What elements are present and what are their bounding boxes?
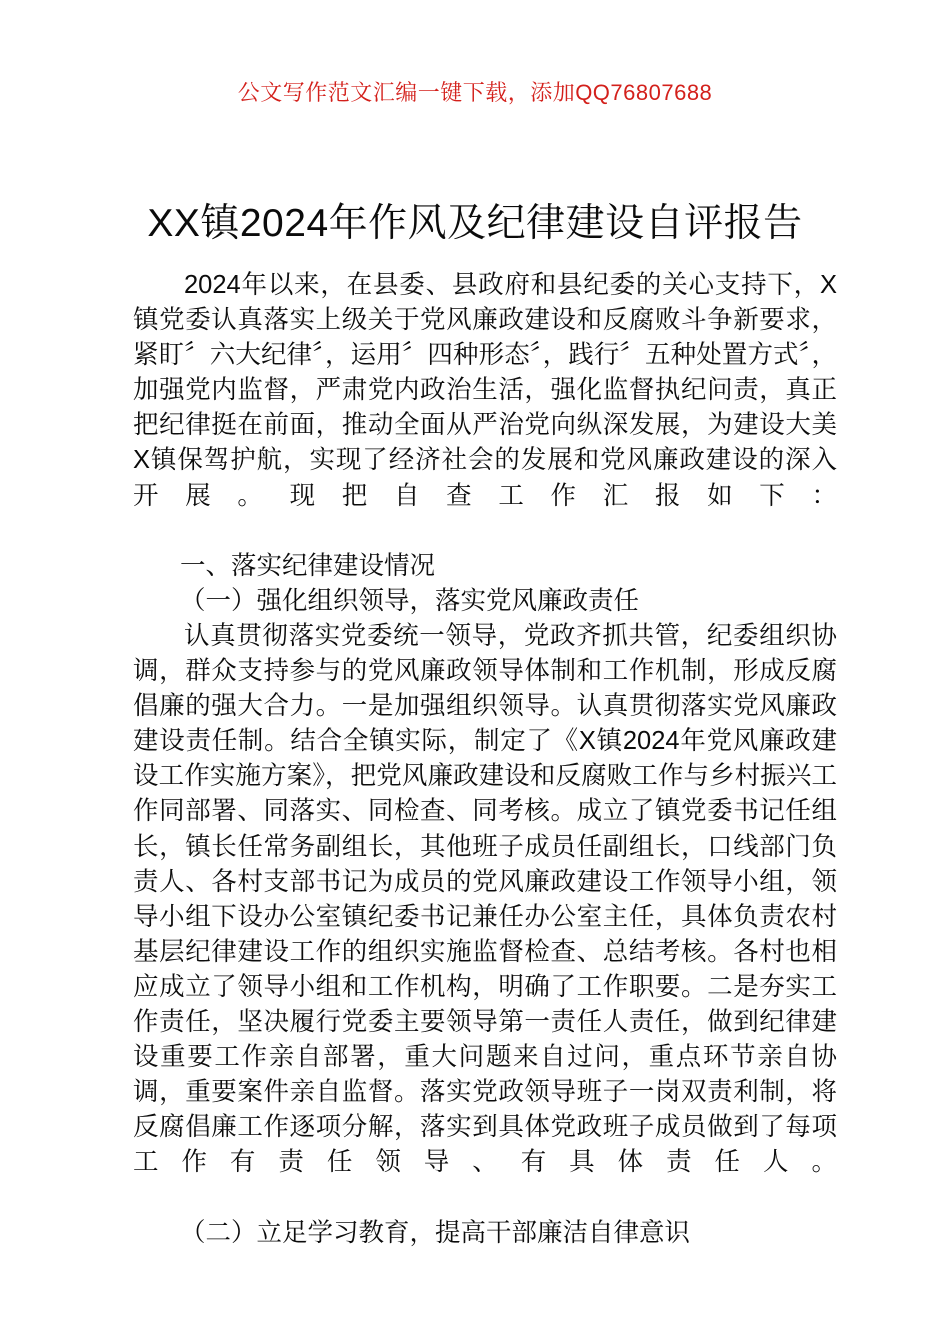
document-body <box>133 268 837 1251</box>
section-heading-1-1: （一）强化组织领导，落实党风廉政责任 <box>180 586 640 615</box>
page-title: XX镇2024年作风及纪律建设自评报告 <box>147 202 803 246</box>
promo-watermark-text: 公文写作范文汇编一键下载，添加QQ76807688 <box>237 80 713 105</box>
section-heading-1-2: （二）立足学习教育，提高干部廉洁自律意识 <box>180 1218 691 1247</box>
paragraph-intro: 2024年以来，在县委、县政府和县纪委的关心支持下，X镇党委认真落实上级关于党风廉政建设和反腐败斗争新要求，紧盯〞六大纪律〞，运用〞四种形态〞，践行〞五种处置方式〞，加强党内监督，严肃党内政治生活，强化监督执纪问责，真正把纪律挺在前面，推动全面从严治党向纵深发展，为建设大美X镇保驾护航，实现了经济社会的发展和党风廉政建设的深入开展。现把自查工作汇报如下： <box>133 271 837 510</box>
section-heading-1: 一、落实纪律建设情况 <box>180 551 436 580</box>
paragraph-section-1-1-body: 认真贯彻落实党委统一领导，党政齐抓共管，纪委组织协调，群众支持参与的党风廉政领导体制和工作机制，形成反腐倡廉的强大合力。一是加强组织领导。认真贯彻落实党风廉政建设责任制。结合全镇实际，制定了《X镇2024年党风廉政建设工作实施方案》，把党风廉政建设和反腐败工作与乡村振兴工作同部署、同落实、同检查、同考核。成立了镇党委书记任组长，镇长任常务副组长，其他班子成员任副组长，口线部门负责人、各村支部书记为成员的党风廉政建设工作领导小组，领导小组下设办公室镇纪委书记兼任办公室主任，具体负责农村基层纪律建设工作的组织实施监督检查、总结考核。各村也相应成立了领导小组和工作机构，明确了工作职要。二是夯实工作责任，坚决履行党委主要领导第一责任人责任，做到纪律建设重要工作亲自部署，重大问题来自过问，重点环节亲自协调，重要案件亲自监督。落实党政领导班子一岗双责利制，将反腐倡廉工作逐项分解，落实到具体党政班子成员做到了每项工作有责任领导、有具体责任人。 <box>133 621 837 1177</box>
